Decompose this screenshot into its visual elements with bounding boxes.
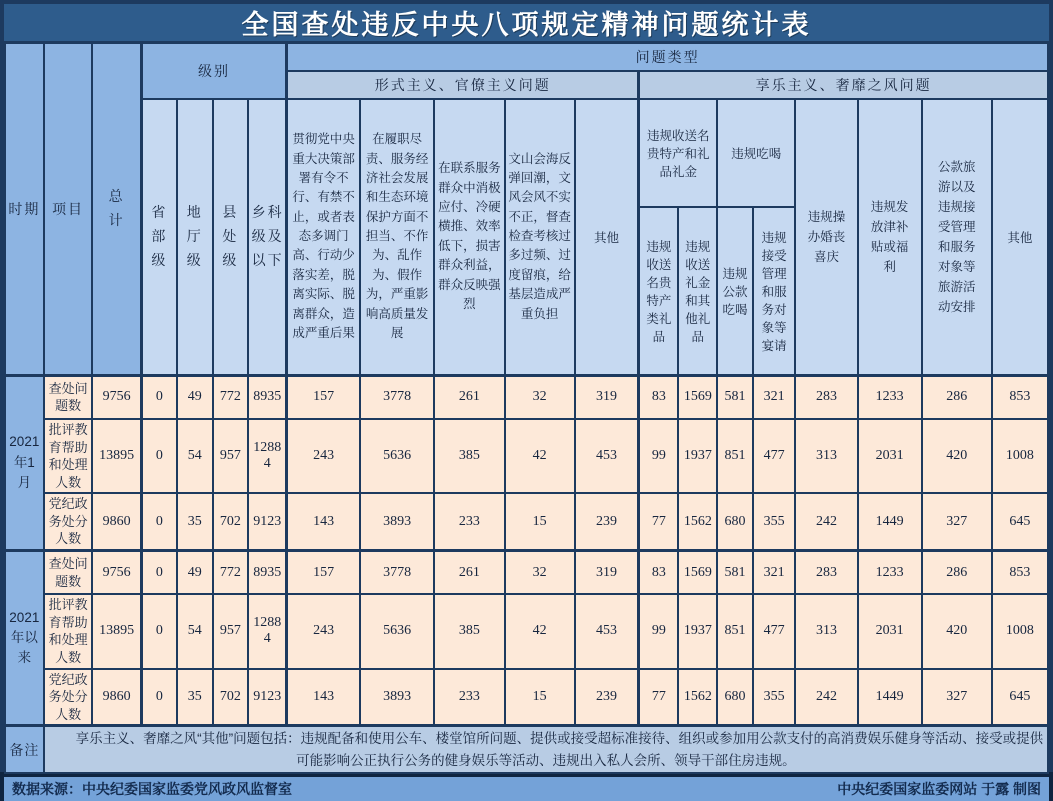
data-cell: 1937	[678, 594, 717, 668]
data-cell: 1233	[858, 375, 922, 419]
data-cell: 8935	[248, 550, 287, 594]
table-row	[5, 493, 1048, 550]
note-label: 备注	[5, 726, 44, 774]
data-cell: 233	[434, 493, 504, 550]
data-cell: 313	[795, 419, 857, 493]
data-cell: 42	[505, 419, 575, 493]
data-cell: 0	[141, 375, 177, 419]
data-cell: 645	[992, 669, 1048, 726]
data-cell: 385	[434, 594, 504, 668]
data-cell: 54	[177, 419, 213, 493]
data-cell: 853	[992, 375, 1048, 419]
header-row-1	[5, 43, 1048, 71]
data-cell: 355	[753, 493, 796, 550]
data-cell: 3778	[360, 375, 434, 419]
page-title: 全国查处违反中央八项规定精神问题统计表	[4, 4, 1049, 41]
data-cell: 12884	[248, 594, 287, 668]
note-row	[5, 726, 1048, 774]
row-label: 批评教育帮助和处理人数	[44, 419, 93, 493]
footer-bar	[4, 777, 1049, 801]
data-cell: 477	[753, 594, 796, 668]
data-cell: 286	[922, 550, 992, 594]
data-cell: 239	[575, 669, 639, 726]
th-hedonism-other: 其他	[992, 99, 1048, 375]
data-cell: 1569	[678, 375, 717, 419]
data-cell: 853	[992, 550, 1048, 594]
data-cell: 9860	[92, 493, 141, 550]
th-formalism-col-1: 贯彻党中央重大决策部署有令不行、有禁不止，或者表态多调门高、行动少落实差，脱离实际、脱离群众，造成严重后果	[287, 99, 360, 375]
data-cell: 283	[795, 375, 857, 419]
data-cell: 9756	[92, 375, 141, 419]
data-cell: 313	[795, 594, 857, 668]
data-cell: 0	[141, 493, 177, 550]
data-cell: 957	[213, 594, 249, 668]
row-label: 党纪政务处分人数	[44, 669, 93, 726]
data-cell: 385	[434, 419, 504, 493]
th-allowances	[858, 99, 922, 375]
data-cell: 49	[177, 375, 213, 419]
data-cell: 851	[717, 594, 753, 668]
data-cell: 581	[717, 375, 753, 419]
data-cell: 1008	[992, 419, 1048, 493]
table-row	[5, 550, 1048, 594]
data-cell: 453	[575, 419, 639, 493]
data-cell: 243	[287, 594, 360, 668]
data-cell: 0	[141, 594, 177, 668]
data-cell: 99	[639, 419, 679, 493]
note-text: 享乐主义、奢靡之风“其他”问题包括：违规配备和使用公车、楼堂馆所问题、提供或接受超标准接待、组织或参加用公款支付的高消费娱乐健身等活动、接受或提供可能影响公正执行公务的健身娱乐等活动、违规出入私人会所、领导干部住房违规。	[44, 726, 1048, 774]
data-cell: 0	[141, 669, 177, 726]
data-cell: 321	[753, 375, 796, 419]
th-formalism-other: 其他	[575, 99, 639, 375]
data-cell: 321	[753, 550, 796, 594]
row-label: 党纪政务处分人数	[44, 493, 93, 550]
data-cell: 157	[287, 550, 360, 594]
data-cell: 420	[922, 419, 992, 493]
period-label: 2021年1月	[5, 375, 44, 550]
data-cell: 1449	[858, 493, 922, 550]
th-weddings-funerals	[795, 99, 857, 375]
data-cell: 453	[575, 594, 639, 668]
data-cell: 1008	[992, 594, 1048, 668]
period-label: 2021年以来	[5, 550, 44, 725]
level-township-label: 乡科级及以下	[251, 204, 284, 268]
data-cell: 680	[717, 493, 753, 550]
data-cell: 5636	[360, 419, 434, 493]
data-cell: 13895	[92, 419, 141, 493]
data-cell: 233	[434, 669, 504, 726]
data-cell: 261	[434, 550, 504, 594]
level-province-label: 省部级	[151, 204, 168, 268]
data-cell: 9756	[92, 550, 141, 594]
data-cell: 0	[141, 550, 177, 594]
th-level-province	[141, 99, 177, 375]
data-cell: 1233	[858, 550, 922, 594]
data-cell: 32	[505, 375, 575, 419]
data-cell: 13895	[92, 594, 141, 668]
weddings-funerals-label: 违规操办婚丧喜庆	[807, 209, 846, 264]
data-cell: 49	[177, 550, 213, 594]
th-period	[5, 43, 44, 375]
th-public-funded-travel	[922, 99, 992, 375]
data-cell: 957	[213, 419, 249, 493]
data-cell: 261	[434, 375, 504, 419]
th-formalism-col-4: 文山会海反弹回潮，文风会风不实不正，督查检查考核过多过频、过度留痕，给基层造成严重负担	[505, 99, 575, 375]
th-level-township	[248, 99, 287, 375]
data-cell: 242	[795, 669, 857, 726]
data-cell: 143	[287, 669, 360, 726]
header-row-3	[5, 99, 1048, 207]
th-hedonism-group: 享乐主义、奢靡之风问题	[639, 71, 1048, 99]
data-cell: 319	[575, 550, 639, 594]
row-label: 查处问题数	[44, 375, 93, 419]
th-dining-group: 违规吃喝	[717, 99, 795, 207]
data-cell: 12884	[248, 419, 287, 493]
data-cell: 327	[922, 493, 992, 550]
data-cell: 157	[287, 375, 360, 419]
th-dining-invitations: 违规接受管理和服务对象等宴请	[753, 207, 796, 375]
data-cell: 54	[177, 594, 213, 668]
data-cell: 242	[795, 493, 857, 550]
th-formalism-col-3: 在联系服务群众中消极应付、冷硬横推、效率低下，损害群众利益，群众反映强烈	[434, 99, 504, 375]
th-level-group: 级别	[141, 43, 286, 99]
data-cell: 283	[795, 550, 857, 594]
data-cell: 355	[753, 669, 796, 726]
th-total	[92, 43, 141, 375]
data-cell: 3893	[360, 669, 434, 726]
data-cell: 851	[717, 419, 753, 493]
level-prefecture-label: 地厅级	[186, 204, 203, 268]
data-cell: 286	[922, 375, 992, 419]
period-header-label: 时期	[8, 200, 41, 217]
th-level-prefecture	[177, 99, 213, 375]
table-row	[5, 375, 1048, 419]
data-cell: 645	[992, 493, 1048, 550]
data-cell: 15	[505, 493, 575, 550]
th-gifts-group: 违规收送名贵特产和礼品礼金	[639, 99, 717, 207]
data-cell: 8935	[248, 375, 287, 419]
credit-text: 中央纪委国家监委网站 于露 制图	[837, 781, 1041, 798]
data-cell: 772	[213, 375, 249, 419]
total-header-label: 总计	[108, 187, 125, 228]
th-dining-public-funds: 违规公款吃喝	[717, 207, 753, 375]
data-cell: 35	[177, 493, 213, 550]
data-cell: 1449	[858, 669, 922, 726]
data-cell: 83	[639, 375, 679, 419]
table-row	[5, 669, 1048, 726]
row-label: 查处问题数	[44, 550, 93, 594]
data-cell: 1562	[678, 669, 717, 726]
row-label: 批评教育帮助和处理人数	[44, 594, 93, 668]
th-level-county	[213, 99, 249, 375]
data-cell: 680	[717, 669, 753, 726]
data-source-text: 数据来源：中央纪委国家监委党风政风监督室	[12, 781, 292, 798]
item-header-label: 项目	[52, 200, 85, 217]
table-row	[5, 419, 1048, 493]
data-cell: 702	[213, 493, 249, 550]
data-cell: 99	[639, 594, 679, 668]
th-problem-type-group: 问题类型	[287, 43, 1048, 71]
data-cell: 1937	[678, 419, 717, 493]
data-cell: 702	[213, 669, 249, 726]
data-cell: 327	[922, 669, 992, 726]
data-cell: 2031	[858, 594, 922, 668]
th-gifts-specialty: 违规收送名贵特产类礼品	[639, 207, 679, 375]
data-cell: 83	[639, 550, 679, 594]
data-cell: 1569	[678, 550, 717, 594]
th-formalism-col-2: 在履职尽责、服务经济社会发展和生态环境保护方面不担当、不作为、乱作为、假作为，严重影响高质量发展	[360, 99, 434, 375]
data-cell: 9860	[92, 669, 141, 726]
th-gifts-cash: 违规收送礼金和其他礼品	[678, 207, 717, 375]
data-cell: 0	[141, 419, 177, 493]
data-cell: 772	[213, 550, 249, 594]
level-county-label: 县处级	[222, 204, 239, 268]
th-formalism-group: 形式主义、官僚主义问题	[287, 71, 639, 99]
data-cell: 477	[753, 419, 796, 493]
data-cell: 1562	[678, 493, 717, 550]
allowances-label: 违规发放津补贴或福利	[870, 199, 909, 274]
data-cell: 143	[287, 493, 360, 550]
data-cell: 9123	[248, 493, 287, 550]
table-row	[5, 594, 1048, 668]
data-cell: 35	[177, 669, 213, 726]
data-cell: 77	[639, 669, 679, 726]
data-cell: 581	[717, 550, 753, 594]
data-cell: 420	[922, 594, 992, 668]
public-funded-travel-label: 公款旅游以及违规接受管理和服务对象等旅游活动安排	[937, 159, 976, 314]
data-cell: 239	[575, 493, 639, 550]
data-cell: 243	[287, 419, 360, 493]
data-cell: 42	[505, 594, 575, 668]
th-item	[44, 43, 93, 375]
data-cell: 3893	[360, 493, 434, 550]
data-cell: 15	[505, 669, 575, 726]
data-cell: 319	[575, 375, 639, 419]
data-cell: 3778	[360, 550, 434, 594]
data-cell: 5636	[360, 594, 434, 668]
data-cell: 2031	[858, 419, 922, 493]
data-cell: 77	[639, 493, 679, 550]
statistics-table	[4, 42, 1049, 774]
data-cell: 9123	[248, 669, 287, 726]
data-cell: 32	[505, 550, 575, 594]
